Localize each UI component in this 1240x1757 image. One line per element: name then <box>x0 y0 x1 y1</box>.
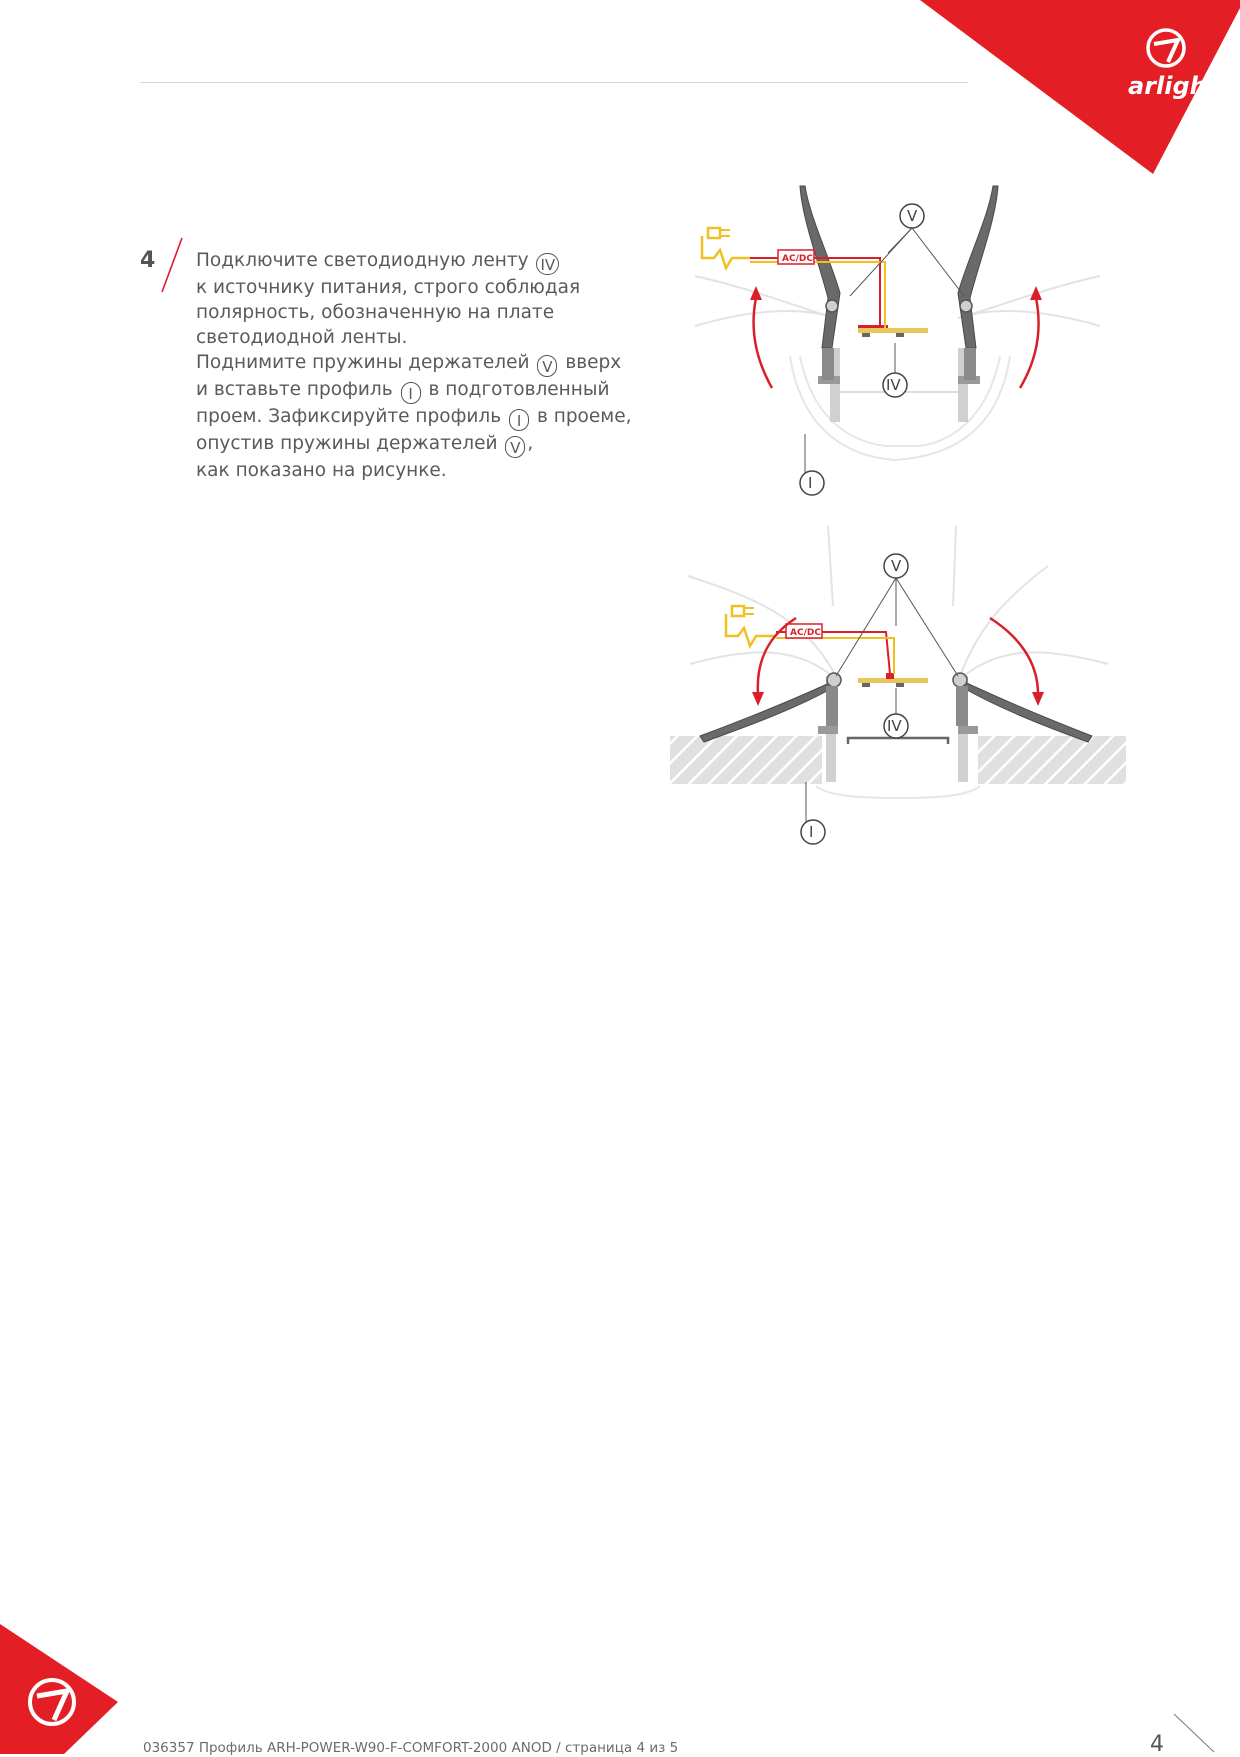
page-number: 4 <box>1150 1732 1164 1757</box>
instruction-text: и вставьте профиль <box>196 379 393 400</box>
step-number: 4 <box>140 248 156 273</box>
installation-diagram-fixed <box>668 526 1128 856</box>
ceiling-surface <box>670 736 1126 784</box>
ghost-springs <box>688 526 1108 681</box>
label-i-text: I <box>808 474 813 492</box>
instruction-line-8 <box>196 431 631 458</box>
power-wiring <box>702 228 885 328</box>
instruction-line-5 <box>196 350 631 377</box>
brand-corner-bottom-left <box>0 1624 120 1754</box>
installation-diagram-raised <box>690 178 1110 508</box>
acdc-label: AC/DC <box>782 254 813 264</box>
instruction-text: Подключите светодиодную ленту <box>196 250 529 271</box>
label-iv <box>883 373 907 397</box>
part-badge-iv: IV <box>536 253 559 275</box>
label-iv-text: IV <box>886 376 901 394</box>
ghost-profile <box>816 786 980 798</box>
instruction-line-9: как показано на рисунке. <box>196 460 447 481</box>
label-i <box>801 820 825 844</box>
label-iv-text: IV <box>887 717 902 735</box>
label-v-text: V <box>907 207 918 225</box>
part-badge-i: I <box>401 382 421 404</box>
instruction-line-3: полярность, обозначенную на плате <box>196 302 555 323</box>
page-slash-icon <box>1172 1712 1216 1756</box>
label-v <box>900 204 924 228</box>
part-badge-v: V <box>505 436 525 458</box>
header-rule <box>140 82 968 83</box>
led-strip <box>858 673 928 687</box>
instruction-line-7 <box>196 404 631 431</box>
instruction-text: Поднимите пружины держателей <box>196 352 530 373</box>
instruction-line-1 <box>196 248 631 275</box>
label-v-text: V <box>891 557 902 575</box>
part-badge-v: V <box>537 355 557 377</box>
instruction-line-4: светодиодной ленты. <box>196 327 408 348</box>
instruction-text: опустив пружины держателей <box>196 433 498 454</box>
instruction-text: в подготовленный <box>428 379 610 400</box>
step-instructions <box>196 248 631 483</box>
label-i <box>800 471 824 495</box>
brand-corner-top-right <box>920 0 1240 180</box>
acdc-label: AC/DC <box>790 628 821 638</box>
led-strip <box>858 325 928 337</box>
spring-holder-left <box>800 186 840 380</box>
instruction-line-6 <box>196 377 631 404</box>
brand-logo-text: arlight <box>1128 72 1219 100</box>
part-badge-i: I <box>509 409 529 431</box>
instruction-text: , <box>527 433 534 454</box>
label-iv <box>884 714 908 738</box>
step-slash-icon <box>158 236 186 294</box>
instruction-text: вверх <box>565 352 622 373</box>
label-v <box>884 554 908 578</box>
instruction-line-2: к источнику питания, строго соблюдая <box>196 277 581 298</box>
instruction-text: в проеме, <box>536 406 632 427</box>
instruction-text: проем. Зафиксируйте профиль <box>196 406 502 427</box>
footer-document-info: 036357 Профиль ARH-POWER-W90-F-COMFORT-2000 ANOD / страница 4 из 5 <box>143 1740 679 1756</box>
spring-holder-right <box>958 186 998 380</box>
label-i-text: I <box>809 823 814 841</box>
